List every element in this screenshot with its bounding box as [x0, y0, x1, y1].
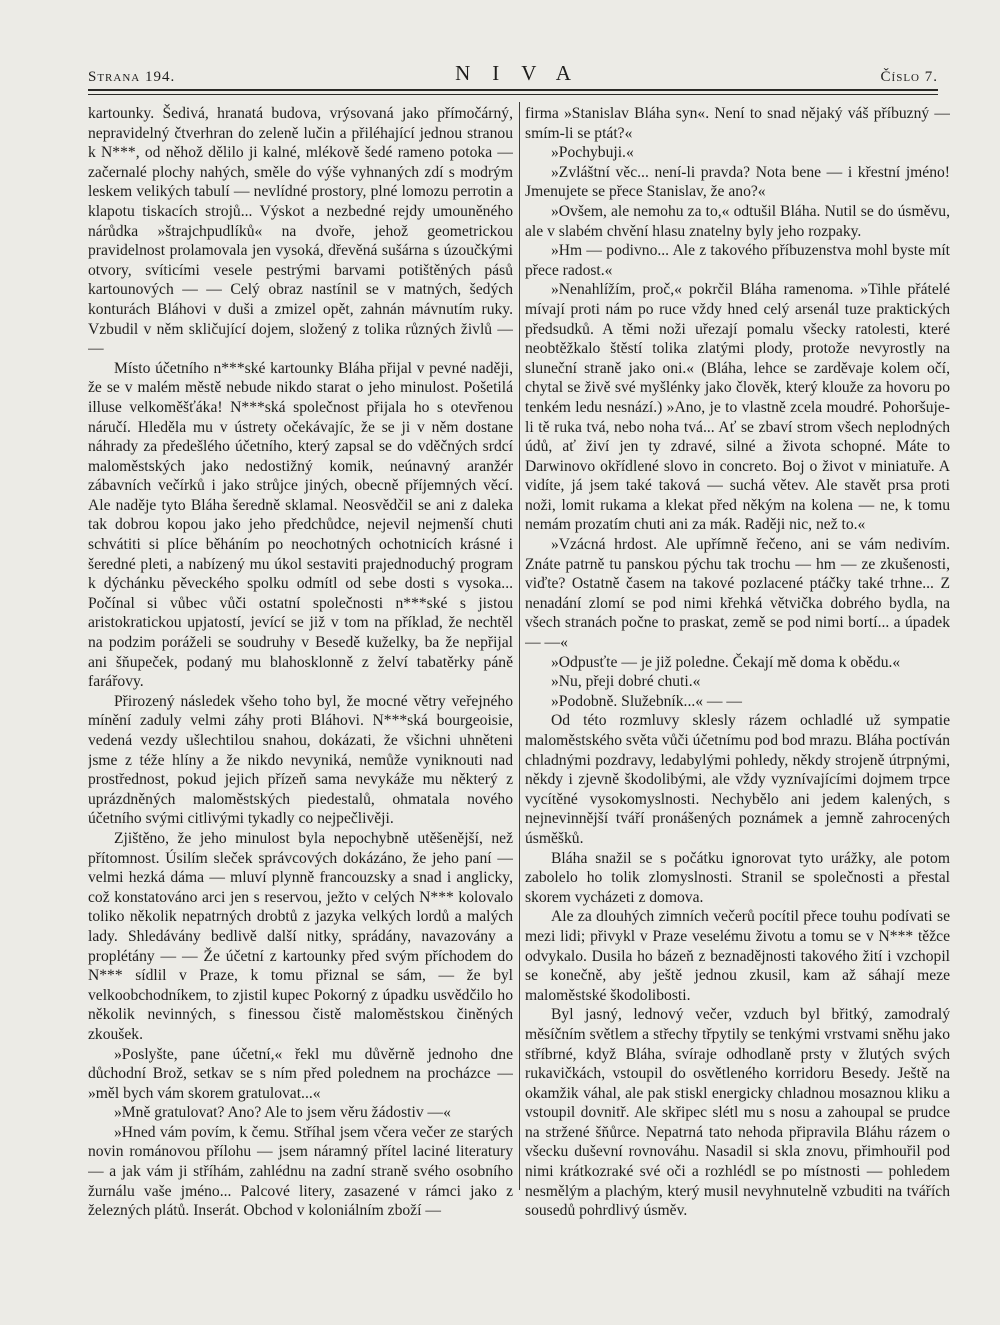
paragraph: Byl jasný, lednový večer, vzduch byl břitký, zamodralý měsíčním světlem a střechy třpytily se tenkými vrstvami sněhu jako stříbrné, když Bláha, svíraje odhodlaně prsty v žlutých svých rukavičkách, vstoupil do osvětleného korridoru Besedy. Ještě na okamžik váhal, ale pak stiskl energicky chladnou mosaznou kliku a vstoupil dovnitř. Ale skřipec slétl mu s nosu a zahoupal se prudce na stržené šňůrce. Nepatrná tato nehoda připravila Bláhu rázem o všecku duševní rovnováhu. Nasadil si skla znovu, přimhouřil pod nimi krátkozraké své oči a rozhlédl se po místnosti — pohledem nesmělým a plachým, který musil nevyhnutelně vzbuditi na tvářích sousedů pohrdlivý úsměv. — [525, 1006, 950, 1220]
column-divider — [519, 102, 520, 1190]
paragraph: »Vzácná hrdost. Ale upřímně řečeno, ani se vám nedivím. Znáte patrně tu panskou pýchu tak trochu — hm — ze zkušenosti, viďte? Ostatně časem na takové pozlacené ptáčky také trhne... Z nenadání zlomí se pod nimi křehká větvička dobrého bydla, na všech stranách počne to praskat, země se pod nimi bortí... a úpadek — —« — [525, 536, 950, 652]
paragraph: firma »Stanislav Bláha syn«. Není to snad nějaký váš příbuzný — smím-li se ptát?« — [525, 105, 950, 142]
paragraph: Bláha snažil se s počátku ignorovat tyto urážky, ale potom zabolelo ho tolik zlomyslnosti. Stranil se společnosti a přestal skorem vycházeti z domova. — [525, 849, 950, 906]
issue-number: Číslo 7. — [880, 69, 938, 85]
page-number: Strana 194. — [88, 69, 176, 85]
text-columns — [88, 104, 950, 1304]
paragraph: Místo účetního n***ské kartounky Bláha přijal v pevné naději, že se v malém městě nebude nikdo starat o jeho minulost. Pošetilá illuse velkoměšťáka! N***ská společnost přijala ho s otevřenou náručí. Hleděla mu v ústrety očekávajíc, že se ji v něm dostane náhrady za předešlého účetního, který zapsal se do vděčných srdcí maloměstských jako nedostižný komik, neúnavný aranžér zábavních večírků i jako strůjce jiných, obecně příjemných věcí. Ale naděje tyto Bláha šeredně sklamal. Neosvědčil se ani z daleka tak dobrou kopou jako jeho předchůdce, nejevil nejmenší chuti schvátiti si plíce běháním po neochotných ochotnicích krásné i šeredné pleti, a nabízený mu úkol sestaviti prajednoduchý program k dýchánku pěveckého spolku odmítl od sebe dosti s vysoka... Počínal si vůbec vůči ostatní společnosti n***ské s jistou aristokratickou upjatostí, jevící se již v tom na příklad, že nechtěl na podzim poráželi se soudruhy v Besedě kuželky, ba že nepřijal ani šňupeček, podaný mu blahosklonně z želví tabatěrky páně farářovy. — [88, 359, 513, 691]
paragraph: Zjištěno, že jeho minulost byla nepochybně utěšenější, než přítomnost. Úsilím sleček správcových dokázáno, že jeho paní — velmi hezká dáma — mluví plynně francouzsky a snad i anglicky, což konstatováno arci jen s reservou, ježto v celých N*** kolovalo toliko několik nepatrných drobtů z jazyka velkých lordů a malých lady. Shledávány bedlivě další nitky, sprádány, navazovány a proplétány — — Že účetní z kartounky před svým příchodem do N*** sídlil v Praze, k tomu přiznal se sám, — že byl velkoobchodníkem, to zjistil kupec Pokorný z úpadku usvědčilo ho několik nevinných, s finessou čistě maloměstskou činěných zkoušek. — [88, 829, 513, 1043]
header-rule — [88, 94, 938, 95]
right-column — [525, 104, 950, 1304]
paragraph: »Mně gratulovat? Ano? Ale to jsem věru žádostiv —« — [114, 1104, 451, 1122]
paragraph: Přirozený následek všeho toho byl, že mocné větry veřejného mínění zaduly velmi záhy proti Bláhovi. N***ská bourgeoisie, vedená vezdy ušlechtilou snahou, dokázati, že všichni uhněteni jsme z téže hlíny a že nikdo nevyniká, nemůže vyniknouti nad prostřednost, pokud jejich přízeň sama nevykáže mu některý z uprázdněných maloměstských piedestalů, ohmatala nového účetního svými citlivými tykadly co nejpečlivěji. — [88, 692, 513, 828]
paragraph: »Hm — podivno... Ale z takového příbuzenstva mohl byste mít přece radost.« — [525, 242, 950, 279]
left-column — [88, 104, 513, 1304]
paragraph: »Nu, přeji dobré chuti.« — [551, 673, 701, 691]
paragraph: kartounky. Šedivá, hranatá budova, vrýsovaná jako přímočárný, nepravidelný čtverhran do zeleně lučin a přiléhající jednou stranou k N***, od něhož dělilo ji kalné, mlékově šedé rameno potoka — začernalé plochy nahých, směle do výše vyhnaných zdí s modrým leskem velikých tabulí — nevlídné prostory, plné lomozu perrotin a klapotu tiskacích strojů... Výskot a nezbedné rejdy umouněného nárůdka »štrajchpudlíků« na dvoře, jehož geometrickou pravidelnost prolamovala jen vysoká, dřevěná sušárna s úzoučkými otvory, svíticími vesele pestrými barvami potištěných pásů kartounových — — Celý obraz nastínil se v matných, šedých konturách Bláhovi v duši a zmizel opět, zahnán mávnutím ruky. Vzbudil v něm skličující dojem, složený z tolika různých živlů — — — [88, 105, 513, 358]
journal-title: NIVA — [455, 61, 593, 85]
paragraph: »Zvláštní věc... není-li pravda? Nota bene — i křestní jméno! Jmenujete se přece Stanislav, že ano?« — [525, 163, 950, 201]
paragraph: Od této rozmluvy sklesly rázem ochladlé už sympatie maloměstského světa vůči účetnímu pod bod mrazu. Bláha poctíván chladnými pozdravy, ledabylými pohledy, někdy strojeně útrpnými, někdy i zjevně škodolibými, ale vždy vyznívajícími dojmem trpce vycítěné vysokomyslnosti. Nechybělo ani jedem kalených, s nejnevinnější tváří pronášených poznámek a jemně zahrocených úsměšků. — [525, 712, 950, 847]
paragraph: »Odpusťte — je již poledne. Čekají mě doma k obědu.« — [551, 653, 901, 671]
paragraph: Ale za dlouhých zimních večerů pocítil přece touhu podívati se mezi lidi; přivykl v Praze veselému životu a tomu se v N*** těžce odvykalo. Dusila ho bázeň z beznadějnosti takového žití i vzchopil se konečně, aby ještě jednou zkusil, kam až sáhají meze maloměstské škodolibosti. — [525, 908, 950, 1004]
paragraph: »Hned vám povím, k čemu. Stříhal jsem včera večer ze starých novin románovou přílohu — jsem náramný přítel laciné literatury — a jak vám ji stříhám, zahlédnu na zadní straně svého osobního žurnálu vaše jméno... Palcové litery, zasazené v rámci jako z železných plátů. Inserát. Obchod v koloniálním zboží — — [88, 1123, 513, 1220]
paragraph: »Poslyšte, pane účetní,« řekl mu důvěrně jednoho dne důchodní Brož, setkav se s ním před polednem na procházce — »měl bych vám skorem gratulovat...« — [88, 1045, 513, 1102]
paragraph: »Pochybuji.« — [551, 144, 634, 162]
paragraph: »Nenahlížím, proč,« pokrčil Bláha ramenoma. »Tihle přátelé mívají proti nám po ruce vždy hned celý arsenál tuze praktických předsudků. A těmi noži uřezají pomalu všecky ratolesti, které neobtěžkalo štěstí tolika zlatými plody, protože nevyrostly na sluneční straně jako oni.« (Bláha, lehce se zarděvaje kolem očí, chytal se živě své myšlénky jako člověk, který klouže za hovoru po tenkém ledu nesnází.) »Ano, je to vlastně zcela moudré. Pohoršuje-li tě ruka tvá, nebo noha tvá... Ať se zbaví strom všech neplodných údů, ať živí jen ty zdravé, silné a života schopné. Máte to Darwinovo okřídlené slovo in concreto. Boj o život v miniatuře. A vidíte, já jsem také taková — suchá větev. Ale stavět prsa proti noži, lomit rukama a klekat před někým na kolena — ne, k tomu nemám prozatím chuti ani za mák. Raději nic, než to.« — [525, 281, 950, 534]
paragraph: »Podobně. Služebník...« — — — [551, 692, 743, 710]
paragraph: »Ovšem, ale nemohu za to,« odtušil Bláha. Nutil se do úsměvu, ale v slabém chvění hlasu znatelny byly jeho rozpaky. — [525, 202, 950, 240]
page-header — [88, 55, 938, 91]
